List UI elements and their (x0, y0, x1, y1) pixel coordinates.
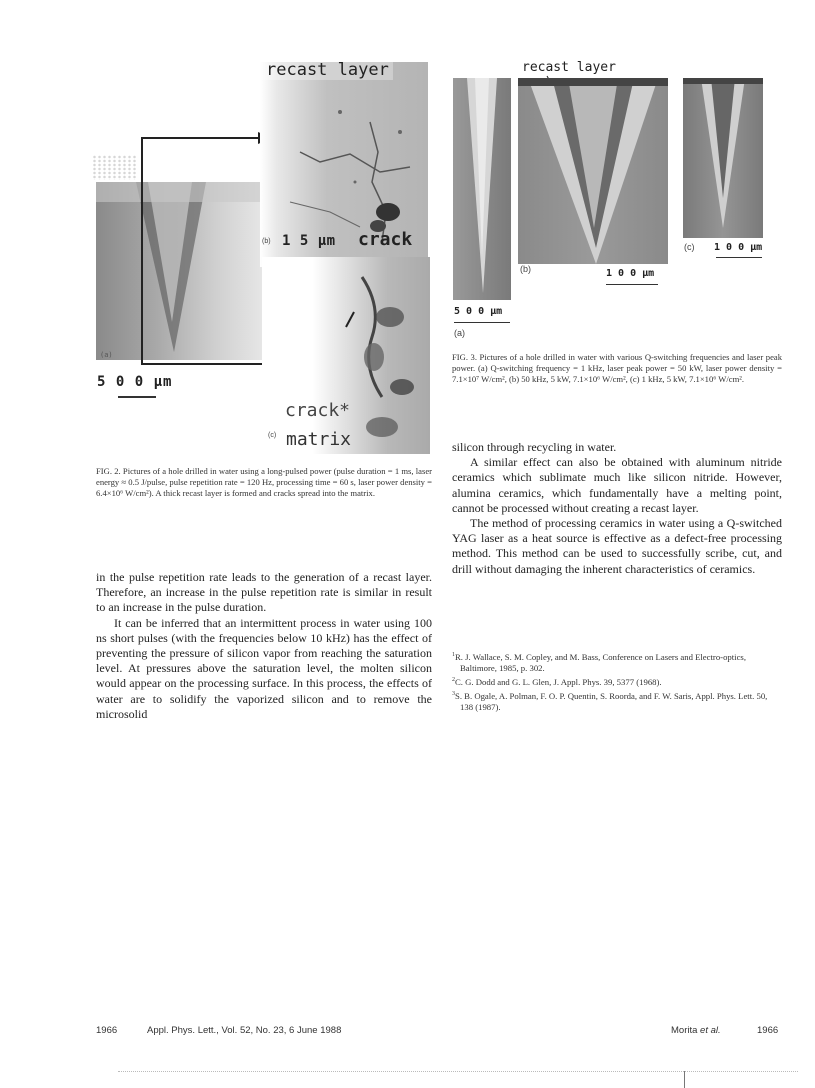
fig2-scale-b-label: 1 5 μm (282, 233, 336, 249)
fig3-panel-a-label: (a) (454, 328, 465, 338)
right-paragraph-1: A similar effect can also be obtained with aluminum nitride ceramics which sublimate much like silicon nitride. However, alumina ceramics, which fundamentally have a melting point, cannot be processed without creating a recast layer. (452, 455, 782, 515)
fig2-panel-a-label: (a) (100, 351, 113, 359)
bottom-tick-mark (684, 1071, 685, 1088)
fig3-panel-a-image (453, 78, 511, 300)
fig3-panel-b-image (518, 78, 668, 264)
fig3-recast-label: recast layer (522, 60, 616, 75)
fig2-panel-c-image (262, 257, 430, 454)
fig2-crack-label-2: crack* (285, 400, 351, 421)
footer-author: Morita et al. (671, 1025, 721, 1036)
fig2-scale-a-bar (118, 396, 156, 398)
footer-page-left: 1966 (96, 1025, 118, 1036)
left-paragraph-1: in the pulse repetition rate leads to the generation of a recast layer. Therefore, an increase in the pulse repetition rate is similar in result to an increase in the pulse duration. (96, 570, 432, 615)
fig3-scale-c-label: 1 0 0 μm (714, 242, 763, 253)
right-paragraph-2: The method of processing ceramics in water using a Q-switched YAG laser as a heat source is effective as a defect-free processing method. This method can be used to successfully scribe, cut, and drill without damaging the inherent characteristics of ceramics. (452, 516, 782, 576)
fig3-panel-c-label: (c) (684, 242, 695, 252)
right-column-text (452, 440, 782, 577)
fig3-panel-b-label: (b) (520, 264, 531, 274)
fig3-scale-a-bar (454, 322, 510, 323)
fig2-matrix-label: matrix (286, 429, 352, 450)
fig2-scale-a-label: 5 0 0 μm (97, 374, 173, 390)
reference-1: $^1$R. J. Wallace, S. M. Copley, and M. Bass, Conference on Lasers and Electro-optics, Baltimore, 1985, p. 302. (452, 651, 746, 673)
footer-page-right: 1966 (757, 1025, 779, 1036)
fig3-scale-b-bar (606, 284, 658, 285)
fig2-recast-label: recast layer (262, 60, 393, 80)
fig3-panel-c-image (683, 78, 763, 238)
reference-3: $^3$S. B. Ogale, A. Polman, F. O. P. Quentin, S. Roorda, and F. W. Saris, Appl. Phys. Lett. 50, 138 (1987). (452, 690, 768, 712)
fig2-crack-label-1: crack (358, 229, 413, 250)
bottom-dotted-rule (118, 1071, 798, 1072)
footer-journal: Appl. Phys. Lett., Vol. 52, No. 23, 6 June 1988 (147, 1025, 342, 1036)
fig3-scale-c-bar (716, 257, 762, 258)
left-paragraph-2: It can be inferred that an intermittent process in water using 100 ns short pulses (with the frequencies below 10 kHz) has the effect of preventing the pressure of silicon vapor from reaching the saturation level. At pressures above the saturation level, the molten silicon would appear on the processing surface. In this process, the effects of water are to solidify the vaporized silicon and to remove the microsolid (96, 615, 432, 721)
reference-2: $^2$C. G. Dodd and G. L. Glen, J. Appl. Phys. 39, 5377 (1968). (452, 676, 662, 687)
right-paragraph-0: silicon through recycling in water. (452, 440, 617, 454)
fig3-scale-a-label: 5 0 0 μm (454, 306, 503, 317)
fig2-panel-c-label: (c) (268, 432, 277, 439)
fig3-caption: FIG. 3. Pictures of a hole drilled in water with various Q-switching frequencies and laser peak power. (a) Q-switching frequency = 1 kHz, laser peak power = 50 kW, laser power density = 7.1×10⁷ W/cm², (b) 50 kHz, 5 kW, 7.1×10⁶ W/cm², (c) 1 kHz, 5 kW, 7.1×10⁶ W/cm². (452, 352, 782, 384)
fig2-panel-b-label: (b) (262, 238, 271, 245)
fig2-caption: FIG. 2. Pictures of a hole drilled in water using a long-pulsed power (pulse duration = 1 ms, laser energy ≈ 0.5 J/pulse, pulse repetition rate = 120 Hz, processing time = 60 s, laser power density = 6.4×10⁶ W/cm²). A thick recast layer is formed and cracks spread into the matrix. (96, 466, 432, 498)
references (452, 650, 782, 714)
fig3-scale-b-label: 1 0 0 μm (606, 268, 655, 279)
left-column-text (96, 570, 432, 722)
